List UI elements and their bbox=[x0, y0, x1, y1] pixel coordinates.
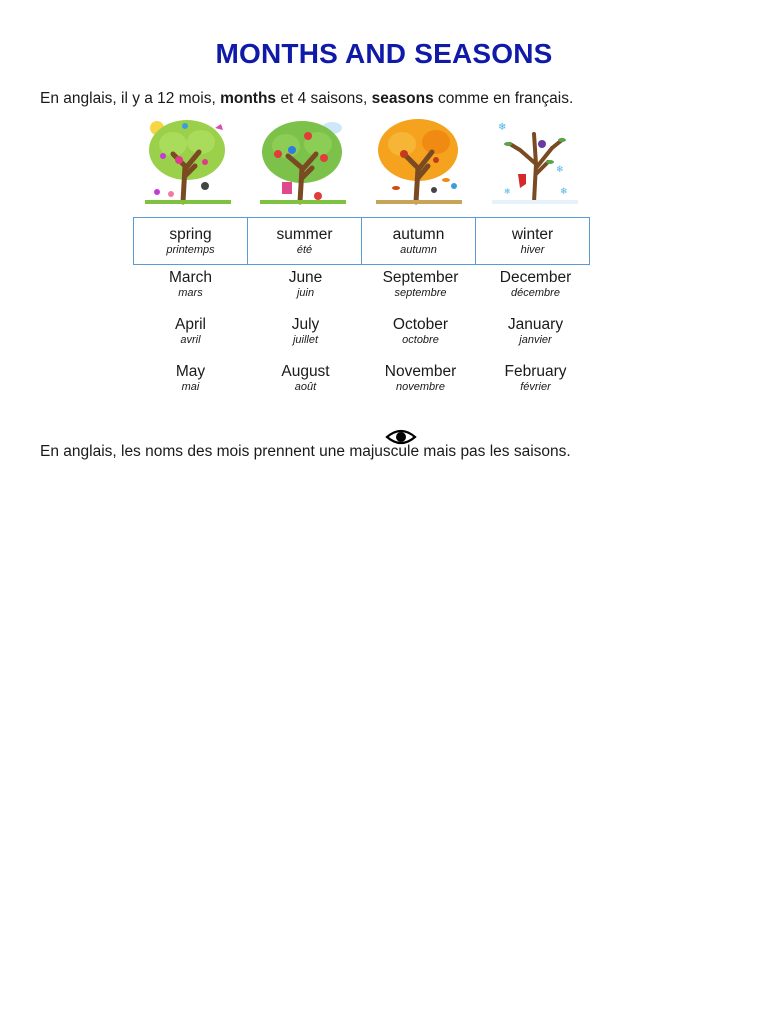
svg-text:❄: ❄ bbox=[498, 122, 507, 133]
month-en: June bbox=[288, 269, 323, 286]
season-cell bbox=[134, 218, 248, 265]
month-fr: mai bbox=[181, 381, 200, 393]
winter-tree-icon bbox=[490, 114, 580, 210]
months-grid bbox=[133, 268, 593, 409]
season-en: spring bbox=[169, 225, 212, 243]
season-fr: autumn bbox=[400, 243, 437, 256]
month-cell bbox=[133, 268, 248, 315]
month-cell bbox=[363, 315, 478, 362]
season-en: autumn bbox=[392, 225, 445, 243]
month-cell bbox=[363, 268, 478, 315]
intro-bold-months: months bbox=[220, 90, 277, 107]
month-en: December bbox=[499, 269, 572, 286]
month-en: March bbox=[168, 269, 213, 286]
spring-tree-icon bbox=[143, 114, 233, 210]
season-cell bbox=[362, 218, 476, 265]
months-row bbox=[133, 315, 593, 362]
season-cell bbox=[248, 218, 362, 265]
months-row bbox=[133, 362, 593, 409]
month-cell bbox=[478, 315, 593, 362]
month-fr: avril bbox=[180, 334, 201, 346]
month-en: October bbox=[392, 316, 449, 333]
month-fr: octobre bbox=[402, 334, 439, 346]
month-en: February bbox=[504, 363, 567, 380]
month-cell bbox=[133, 315, 248, 362]
month-en: November bbox=[384, 363, 457, 380]
month-cell bbox=[248, 268, 363, 315]
season-en: summer bbox=[276, 225, 333, 243]
month-fr: août bbox=[294, 381, 317, 393]
intro-bold-seasons: seasons bbox=[371, 90, 434, 107]
season-fr: hiver bbox=[520, 243, 545, 256]
months-row bbox=[133, 268, 593, 315]
month-fr: mars bbox=[178, 287, 203, 299]
season-en: winter bbox=[511, 225, 554, 243]
month-en: August bbox=[281, 363, 330, 380]
month-cell bbox=[478, 268, 593, 315]
month-fr: juillet bbox=[292, 334, 319, 346]
note-paragraph: En anglais, les noms des mois prennent une majuscule mais pas les saisons. bbox=[40, 443, 571, 460]
page-title: MONTHS AND SEASONS bbox=[215, 38, 553, 69]
seasons-table bbox=[133, 217, 590, 265]
svg-text:❄: ❄ bbox=[556, 165, 564, 175]
intro-paragraph bbox=[40, 90, 573, 108]
season-fr: été bbox=[296, 243, 313, 256]
intro-text-2: et 4 saisons, bbox=[276, 90, 372, 107]
svg-text:❄: ❄ bbox=[504, 187, 511, 196]
month-cell bbox=[478, 362, 593, 409]
month-fr: septembre bbox=[394, 287, 447, 299]
month-cell bbox=[133, 362, 248, 409]
month-en: April bbox=[174, 316, 206, 333]
month-en: July bbox=[291, 316, 320, 333]
month-fr: février bbox=[520, 381, 551, 393]
month-en: January bbox=[507, 316, 564, 333]
summer-tree-icon bbox=[258, 114, 348, 210]
month-fr: novembre bbox=[396, 381, 445, 393]
month-en: May bbox=[175, 363, 206, 380]
month-en: September bbox=[382, 269, 459, 286]
svg-text:❄: ❄ bbox=[560, 187, 568, 197]
intro-text-3: comme en français. bbox=[433, 90, 574, 107]
month-cell bbox=[248, 315, 363, 362]
season-cell bbox=[476, 218, 590, 265]
intro-text-1: En anglais, il y a 12 mois, bbox=[40, 90, 221, 107]
season-fr: printemps bbox=[166, 243, 215, 256]
month-fr: décembre bbox=[511, 287, 560, 299]
month-cell bbox=[248, 362, 363, 409]
autumn-tree-icon bbox=[374, 114, 464, 210]
month-fr: janvier bbox=[519, 334, 552, 346]
month-fr: juin bbox=[296, 287, 315, 299]
month-cell bbox=[363, 362, 478, 409]
